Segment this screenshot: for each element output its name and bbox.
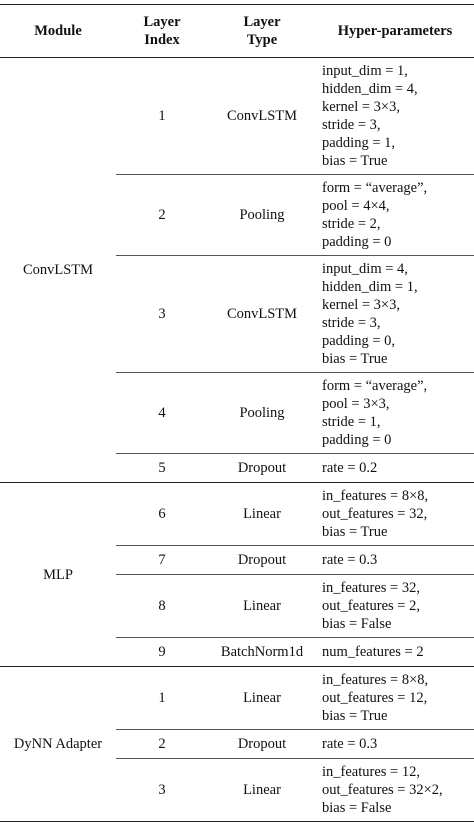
hyper-parameters xyxy=(316,175,474,256)
hyper-parameters xyxy=(316,730,474,759)
hyper-parameter-line: input_dim = 1, xyxy=(322,63,408,79)
header-layer-type-line1: Layer xyxy=(243,14,281,30)
hyper-parameter-line: out_features = 2, xyxy=(322,598,420,614)
hyper-parameter-line: bias = True xyxy=(322,524,388,540)
layer-index: 2 xyxy=(116,730,208,759)
hyper-parameter-line: in_features = 12, xyxy=(322,764,420,780)
layer-index: 1 xyxy=(116,58,208,175)
hyper-parameter-line: out_features = 32×2, xyxy=(322,782,443,798)
hyper-parameters xyxy=(316,546,474,575)
layer-index: 8 xyxy=(116,575,208,638)
hyper-parameters xyxy=(316,454,474,483)
hyperparameter-table xyxy=(0,4,474,821)
hyper-parameter-line: hidden_dim = 1, xyxy=(322,279,418,295)
hyper-parameter-line: stride = 3, xyxy=(322,117,381,133)
hyper-parameter-line: bias = True xyxy=(322,351,388,367)
module-name: DyNN Adapter xyxy=(0,667,116,822)
hyper-parameters xyxy=(316,759,474,822)
header-layer-index xyxy=(116,5,208,58)
hyper-parameter-line: bias = True xyxy=(322,708,388,724)
layer-type: ConvLSTM xyxy=(208,256,316,373)
hyper-parameters xyxy=(316,575,474,638)
hyper-parameters xyxy=(316,256,474,373)
hyper-parameter-line: padding = 0, xyxy=(322,333,396,349)
hyper-parameter-line: rate = 0.3 xyxy=(322,736,378,752)
layer-index: 5 xyxy=(116,454,208,483)
table-row xyxy=(0,667,474,730)
hyper-parameter-line: kernel = 3×3, xyxy=(322,297,400,313)
hyper-parameter-line: out_features = 12, xyxy=(322,690,428,706)
hyper-parameter-line: rate = 0.2 xyxy=(322,460,378,476)
hyper-parameter-line: stride = 3, xyxy=(322,315,381,331)
layer-type: Pooling xyxy=(208,175,316,256)
header-row xyxy=(0,5,474,58)
module-name: MLP xyxy=(0,483,116,667)
layer-type: Pooling xyxy=(208,373,316,454)
layer-type: ConvLSTM xyxy=(208,58,316,175)
layer-index: 3 xyxy=(116,256,208,373)
table-row xyxy=(0,483,474,546)
hyper-parameter-line: form = “average”, xyxy=(322,180,428,196)
layer-type: Linear xyxy=(208,575,316,638)
header-hyper-parameters: Hyper-parameters xyxy=(316,5,474,58)
hyper-parameter-line: hidden_dim = 4, xyxy=(322,81,418,97)
layer-type: Linear xyxy=(208,667,316,730)
hyper-parameters xyxy=(316,667,474,730)
hyper-parameter-line: in_features = 8×8, xyxy=(322,672,429,688)
hyper-parameter-line: bias = True xyxy=(322,153,388,169)
hyper-parameter-line: num_features = 2 xyxy=(322,644,424,660)
layer-index: 4 xyxy=(116,373,208,454)
layer-type: Linear xyxy=(208,483,316,546)
hyper-parameter-line: pool = 4×4, xyxy=(322,198,390,214)
header-layer-type xyxy=(208,5,316,58)
layer-index: 6 xyxy=(116,483,208,546)
module-name: ConvLSTM xyxy=(0,58,116,483)
hyper-parameters xyxy=(316,483,474,546)
layer-index: 2 xyxy=(116,175,208,256)
table-body xyxy=(0,58,474,822)
hyper-parameter-line: padding = 0 xyxy=(322,432,392,448)
hyper-parameters xyxy=(316,58,474,175)
hyper-parameter-line: stride = 1, xyxy=(322,414,381,430)
hyper-parameters xyxy=(316,373,474,454)
header-layer-type-line2: Type xyxy=(246,32,278,48)
hyper-parameter-line: form = “average”, xyxy=(322,378,428,394)
hyper-parameter-line: out_features = 32, xyxy=(322,506,428,522)
hyper-parameter-line: in_features = 32, xyxy=(322,580,420,596)
header-layer-index-line1: Layer xyxy=(143,14,181,30)
layer-index: 7 xyxy=(116,546,208,575)
hyper-parameter-line: input_dim = 4, xyxy=(322,261,408,277)
layer-index: 3 xyxy=(116,759,208,822)
header-module: Module xyxy=(0,5,116,58)
hyper-parameter-line: padding = 1, xyxy=(322,135,396,151)
hyper-parameter-line: rate = 0.3 xyxy=(322,552,378,568)
table-row xyxy=(0,58,474,175)
hyper-parameter-line: pool = 3×3, xyxy=(322,396,390,412)
layer-index: 1 xyxy=(116,667,208,730)
hyper-parameter-line: padding = 0 xyxy=(322,234,392,250)
layer-type: BatchNorm1d xyxy=(208,638,316,667)
layer-type: Dropout xyxy=(208,730,316,759)
hyper-parameter-line: kernel = 3×3, xyxy=(322,99,400,115)
layer-type: Dropout xyxy=(208,546,316,575)
hyper-parameters xyxy=(316,638,474,667)
hyper-parameter-line: bias = False xyxy=(322,616,392,632)
layer-type: Linear xyxy=(208,759,316,822)
header-layer-index-line2: Index xyxy=(144,32,180,48)
hyper-parameter-line: bias = False xyxy=(322,800,392,816)
hyper-parameter-line: in_features = 8×8, xyxy=(322,488,429,504)
layer-index: 9 xyxy=(116,638,208,667)
layer-type: Dropout xyxy=(208,454,316,483)
hyper-parameter-line: stride = 2, xyxy=(322,216,381,232)
